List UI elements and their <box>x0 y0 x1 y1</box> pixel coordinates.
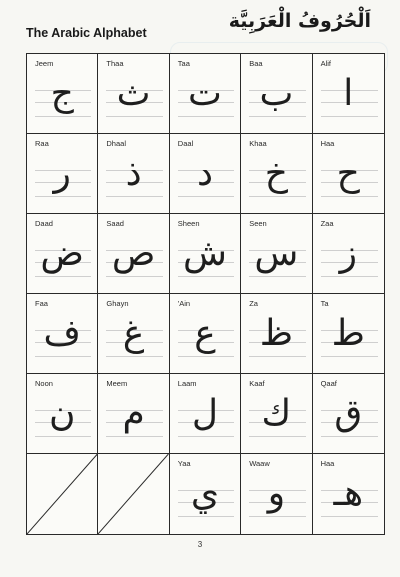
letter-cell-ta <box>313 294 384 374</box>
letter-name: Jeem <box>35 59 54 68</box>
letter-cell-seen <box>241 214 312 294</box>
letter-cell-daal <box>170 134 241 214</box>
letter-cell-laam <box>170 374 241 454</box>
letter-name: Haa <box>320 459 335 468</box>
letter-name: Alif <box>320 59 332 68</box>
arabic-letter: ج <box>50 73 74 114</box>
empty-cell <box>27 454 98 534</box>
letter-name: Sheen <box>177 219 200 228</box>
arabic-letter: و <box>267 473 286 514</box>
page-title-arabic: اَلْحُرُوفُ الْعَرَبِيَّة <box>228 10 371 32</box>
letter-cell-zaa <box>313 214 384 294</box>
letter-name: Saad <box>106 219 124 228</box>
arabic-letter: ز <box>339 233 357 274</box>
letter-name: Noon <box>35 379 53 388</box>
arabic-letter: س <box>254 233 299 274</box>
letter-cell-haa-final <box>313 454 384 534</box>
letter-name: Dhaal <box>106 139 126 148</box>
arabic-letter: ل <box>191 393 219 434</box>
arabic-letter: ي <box>190 473 220 514</box>
arabic-letter: ف <box>43 313 81 354</box>
arabic-letter: ص <box>111 233 156 274</box>
arabic-letter: ط <box>331 313 365 354</box>
letter-cell-qaaf <box>313 374 384 454</box>
letter-cell-ghayn <box>98 294 169 374</box>
page-title: The Arabic Alphabet <box>26 26 147 40</box>
letter-name: Meem <box>106 379 128 388</box>
arabic-letter: ش <box>183 233 227 274</box>
letter-cell-haa <box>313 134 384 214</box>
letter-name: Taa <box>177 59 190 68</box>
letter-name: Laam <box>177 379 197 388</box>
letter-cell-faa <box>27 294 98 374</box>
letter-name: Raa <box>35 139 49 148</box>
letter-name: Daal <box>177 139 194 148</box>
letter-name: Baa <box>249 59 263 68</box>
arabic-letter: ح <box>336 153 360 194</box>
empty-cell <box>98 454 169 534</box>
arabic-letter: ض <box>40 233 84 274</box>
letter-name: Zaa <box>320 219 334 228</box>
letter-name: Khaa <box>249 139 267 148</box>
arabic-letter: ر <box>53 153 71 194</box>
letter-name: Haa <box>320 139 335 148</box>
arabic-letter: ظ <box>259 313 294 354</box>
letter-cell-baa <box>241 54 312 134</box>
arabic-letter: ت <box>188 73 222 114</box>
letter-name: Daad <box>35 219 53 228</box>
letter-name: Za <box>249 299 258 308</box>
letter-name: Ta <box>320 299 329 308</box>
letter-cell-noon <box>27 374 98 454</box>
letter-cell-waaw <box>241 454 312 534</box>
arabic-letter: ذ <box>125 153 142 194</box>
arabic-letter: ا <box>343 73 354 114</box>
letter-name: Waaw <box>249 459 270 468</box>
letter-name: Kaaf <box>249 379 265 388</box>
letter-cell-thaa <box>98 54 169 134</box>
arabic-letter: ث <box>116 73 151 114</box>
letter-cell-khaa <box>241 134 312 214</box>
letter-name: Qaaf <box>320 379 337 388</box>
letter-cell-raa <box>27 134 98 214</box>
letter-cell-meem <box>98 374 169 454</box>
arabic-letter: م <box>122 393 145 434</box>
letter-name: Thaa <box>106 59 124 68</box>
arabic-letter: د <box>196 153 213 194</box>
alphabet-grid <box>26 53 385 535</box>
arabic-letter: خ <box>264 153 289 194</box>
arabic-letter: ق <box>334 393 363 434</box>
letter-cell-ain <box>170 294 241 374</box>
arabic-letter: ك <box>261 393 292 434</box>
letter-name: Yaa <box>177 459 191 468</box>
letter-cell-dhaal <box>98 134 169 214</box>
arabic-letter: هـ <box>333 473 364 514</box>
letter-cell-yaa <box>170 454 241 534</box>
arabic-letter: ن <box>48 393 76 434</box>
arabic-letter: ب <box>259 73 294 114</box>
letter-name: Seen <box>249 219 267 228</box>
letter-name: Faa <box>35 299 48 308</box>
arabic-letter: ع <box>194 313 216 354</box>
diagonal-line <box>27 454 97 534</box>
letter-cell-alif <box>313 54 384 134</box>
letter-cell-sheen <box>170 214 241 294</box>
letter-cell-saad <box>98 214 169 294</box>
letter-name: Ghayn <box>106 299 129 308</box>
arabic-letter: غ <box>122 313 145 354</box>
letter-cell-za <box>241 294 312 374</box>
letter-name: 'Ain <box>177 299 191 308</box>
letter-cell-kaaf <box>241 374 312 454</box>
letter-cell-taa <box>170 54 241 134</box>
letter-cell-daad <box>27 214 98 294</box>
letter-cell-jeem <box>27 54 98 134</box>
diagonal-line <box>98 454 168 534</box>
page-number: 3 <box>197 540 203 549</box>
